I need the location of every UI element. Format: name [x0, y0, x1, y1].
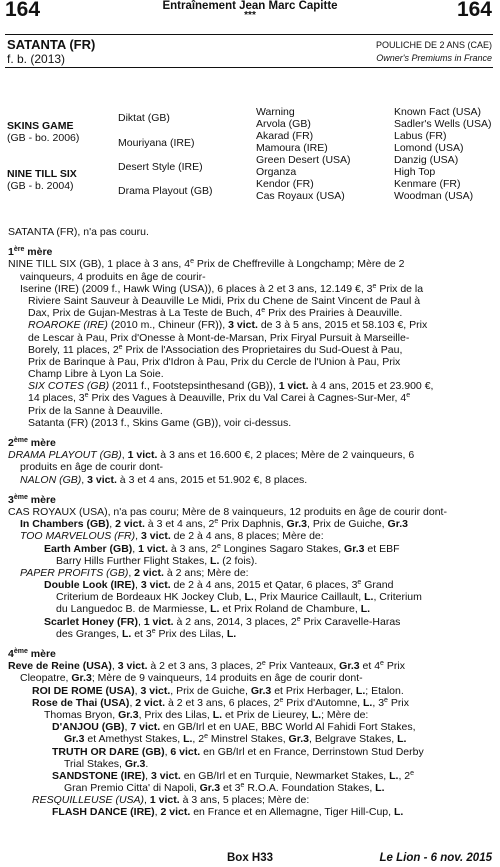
- grandparent-1: Diktat (GB): [118, 112, 170, 124]
- record-line: SIX COTES (GB) (2011 f., Footstepsinthesand (GB)), 1 vict. à 4 ans, 2015 et 23.900 €,: [28, 380, 434, 393]
- record-line: TRUTH OR DARE (GB), 6 vict. en GB/Irl et en France, Derrinstown Stud Derby: [52, 745, 424, 758]
- record-line: NINE TILL SIX (GB), 1 place à 3 ans, 4e Prix de Cheffreville à Longchamp; Mère de 2: [8, 258, 405, 271]
- page-header: [0, 0, 500, 30]
- record-line: NALON (GB), 3 vict. à 3 et 4 ans, 2015 et 51.902 €, 8 places.: [20, 473, 308, 486]
- record-line: Riviere Saint Sauveur à Deauville Le Midi, Prix du Chene de Saint Vincent de Paul à: [28, 294, 421, 307]
- record-line: de Lescar à Pau, Prix d'Onesse à Mont-de-Marsan, Prix Firyal Pursuit à Marseille-: [28, 331, 410, 344]
- great-grandparent-1: Warning: [256, 106, 295, 118]
- section-heading: 4ème mère: [8, 648, 56, 660]
- gg-grandparent-7: Kenmare (FR): [394, 178, 461, 190]
- record-line: Reve de Reine (USA), 3 vict. à 2 et 3 ans, 3 places, 2e Prix Vanteaux, Gr.3 et 4e Prix: [8, 660, 405, 673]
- record-line: SATANTA (FR), n'a pas couru.: [8, 226, 149, 238]
- record-line: Scarlet Honey (FR), 1 vict. à 2 ans, 2014, 3 places, 2e Prix Caravelle-Haras: [44, 615, 401, 628]
- record-line: Prix de la Sanne à Deauville.: [28, 404, 163, 417]
- gg-grandparent-2: Sadler's Wells (USA): [394, 118, 492, 130]
- grandparent-3: Desert Style (IRE): [118, 161, 203, 173]
- sire-name: SKINS GAME: [7, 120, 74, 132]
- record-line: ROAROKE (IRE) (2010 m., Chineur (FR)), 3 vict. de 3 à 5 ans, 2015 et 58.103 €, Prix: [28, 319, 428, 332]
- record-line: des Granges, L. et 3e Prix des Lilas, L.: [56, 627, 237, 640]
- record-line: Champ Libre à Lyon La Soie.: [28, 368, 164, 381]
- record-line: Borely, 11 places, 2e Prix de l'Association des Proprietaires du Sud-Ouest à Pau,: [28, 343, 403, 356]
- horse-name: SATANTA (FR): [7, 37, 96, 52]
- record-line: produits en âge de courir dont-: [20, 461, 164, 474]
- record-line: vainqueurs, 4 produits en âge de courir-: [20, 270, 206, 283]
- lot-number-right: 164: [456, 0, 492, 21]
- record-line: Gran Premio Citta' di Napoli, Gr.3 et 3e R.O.A. Foundation Stakes, L.: [64, 782, 385, 795]
- great-grandparent-7: Kendor (FR): [256, 178, 314, 190]
- record-line: Earth Amber (GB), 1 vict. à 3 ans, 2e Longines Sagaro Stakes, Gr.3 et EBF: [44, 542, 400, 555]
- great-grandparent-3: Akarad (FR): [256, 130, 314, 142]
- record-line: Iserine (IRE) (2009 f., Hawk Wing (USA)), 6 places à 2 et 3 ans, 12.149 €, 3e Prix de la: [20, 282, 424, 295]
- record-line: SANDSTONE (IRE), 3 vict. en GB/Irl et en Turquie, Newmarket Stakes, L., 2e: [52, 769, 415, 782]
- pedigree-table: [0, 104, 500, 204]
- section-heading: 3ème mère: [8, 493, 56, 506]
- header-rule: [5, 34, 493, 35]
- record-line: Trial Stakes, Gr.3.: [64, 757, 149, 770]
- record-line: Thomas Bryon, Gr.3, Prix des Lilas, L. et Prix de Lieurey, L.; Mère de:: [44, 708, 369, 721]
- gg-grandparent-6: High Top: [394, 166, 436, 178]
- box-number: Box H33: [226, 852, 274, 864]
- gg-grandparent-4: Lomond (USA): [394, 142, 464, 154]
- gg-grandparent-8: Woodman (USA): [394, 190, 474, 202]
- record-line: 14 places, 3e Prix des Vagues à Deauville, Prix du Val Carei à Cagnes-Sur-Mer, 4e: [28, 392, 411, 405]
- record-line: FLASH DANCE (IRE), 2 vict. en France et en Allemagne, Tiger Hill-Cup, L.: [52, 806, 404, 819]
- record-line: RESQUILLEUSE (USA), 1 vict. à 3 ans, 5 places; Mère de:: [32, 794, 310, 807]
- great-grandparent-4: Mamoura (IRE): [256, 142, 328, 154]
- record-line: Double Look (IRE), 3 vict. de 2 à 4 ans, 2015 et Qatar, 6 places, 3e Grand: [44, 579, 394, 592]
- record-line: In Chambers (GB), 2 vict. à 3 et 4 ans, 2e Prix Daphnis, Gr.3, Prix de Guiche, Gr.3: [20, 518, 408, 531]
- record-line: PAPER PROFITS (GB), 2 vict. à 2 ans; Mère de:: [20, 566, 249, 579]
- subheader-rule: [5, 67, 493, 68]
- record-line: DRAMA PLAYOUT (GB), 1 vict. à 3 ans et 16.600 €, 2 places; Mère de 2 vainqueurs, 6: [8, 449, 415, 462]
- record-line: Criterium de Bordeaux HK Jockey Club, L., Prix Maurice Caillault, L., Criterium: [56, 591, 422, 604]
- horse-sex-age: POULICHE DE 2 ANS (CAE): [375, 40, 492, 50]
- record-line: ROI DE ROME (USA), 3 vict., Prix de Guiche, Gr.3 et Prix Herbager, L.; Etalon.: [32, 684, 404, 697]
- grandparent-2: Mouriyana (IRE): [118, 137, 195, 149]
- record-line: Barry Hills Further Flight Stakes, L. (2 fois).: [56, 554, 258, 567]
- gg-grandparent-3: Labus (FR): [394, 130, 447, 142]
- record-line: Satanta (FR) (2013 f., Skins Game (GB)), voir ci-dessus.: [28, 416, 292, 429]
- section-heading: 2ème mère: [8, 437, 56, 449]
- record-line: TOO MARVELOUS (FR), 3 vict. de 2 à 4 ans, 8 places; Mère de:: [20, 530, 324, 543]
- record-line: Gr.3 et Amethyst Stakes, L., 2e Minstrel Stakes, Gr.3, Belgrave Stakes, L.: [64, 733, 407, 746]
- record-line: Rose de Thai (USA), 2 vict. à 2 et 3 ans, 6 places, 2e Prix d'Automne, L., 3e Prix: [32, 696, 409, 709]
- record-line: Cleopatre, Gr.3; Mère de 9 vainqueurs, 14 produits en âge de courir dont-: [20, 672, 363, 685]
- section-heading: 1ère mère: [8, 246, 53, 259]
- owner-premiums: Owner's Premiums in France: [376, 53, 492, 63]
- record-line: Prix de Barinque à Pau, Prix d'Idron à Pau, Prix du Cercle de l'Union à Pau, Prix: [28, 355, 401, 368]
- horse-description: f. b. (2013): [7, 52, 66, 66]
- great-grandparent-6: Organza: [256, 166, 297, 178]
- great-grandparent-8: Cas Royaux (USA): [256, 190, 345, 202]
- gg-grandparent-5: Danzig (USA): [394, 154, 459, 166]
- record-line: du Languedoc B. de Marmiesse, L. et Prix Roland de Chambure, L.: [56, 603, 371, 616]
- produce-record: [8, 226, 495, 819]
- great-grandparent-5: Green Desert (USA): [256, 154, 351, 166]
- record-line: Dax, Prix de Gujan-Mestras à La Teste de Buch, 4e Prix des Prairies à Deauville.: [28, 307, 403, 320]
- sale-date: Le Lion - 6 nov. 2015: [379, 852, 492, 864]
- stars-rating: ***: [244, 10, 256, 21]
- great-grandparent-2: Arvola (GB): [256, 118, 311, 130]
- gg-grandparent-1: Known Fact (USA): [394, 106, 481, 118]
- sire-info: (GB - bo. 2006): [7, 132, 80, 144]
- lot-number-left: 164: [5, 0, 41, 21]
- trainer-name: Entraînement Jean Marc Capitte: [162, 0, 338, 12]
- record-line: CAS ROYAUX (USA), n'a pas couru; Mère de 8 vainqueurs, 12 produits en âge de courir dont-: [8, 505, 447, 518]
- dam-info: (GB - b. 2004): [7, 180, 74, 192]
- dam-name: NINE TILL SIX: [7, 168, 77, 180]
- grandparent-4: Drama Playout (GB): [118, 185, 213, 197]
- record-line: D'ANJOU (GB), 7 vict. en GB/Irl et en UAE, BBC World Al Fahidi Fort Stakes,: [52, 721, 416, 734]
